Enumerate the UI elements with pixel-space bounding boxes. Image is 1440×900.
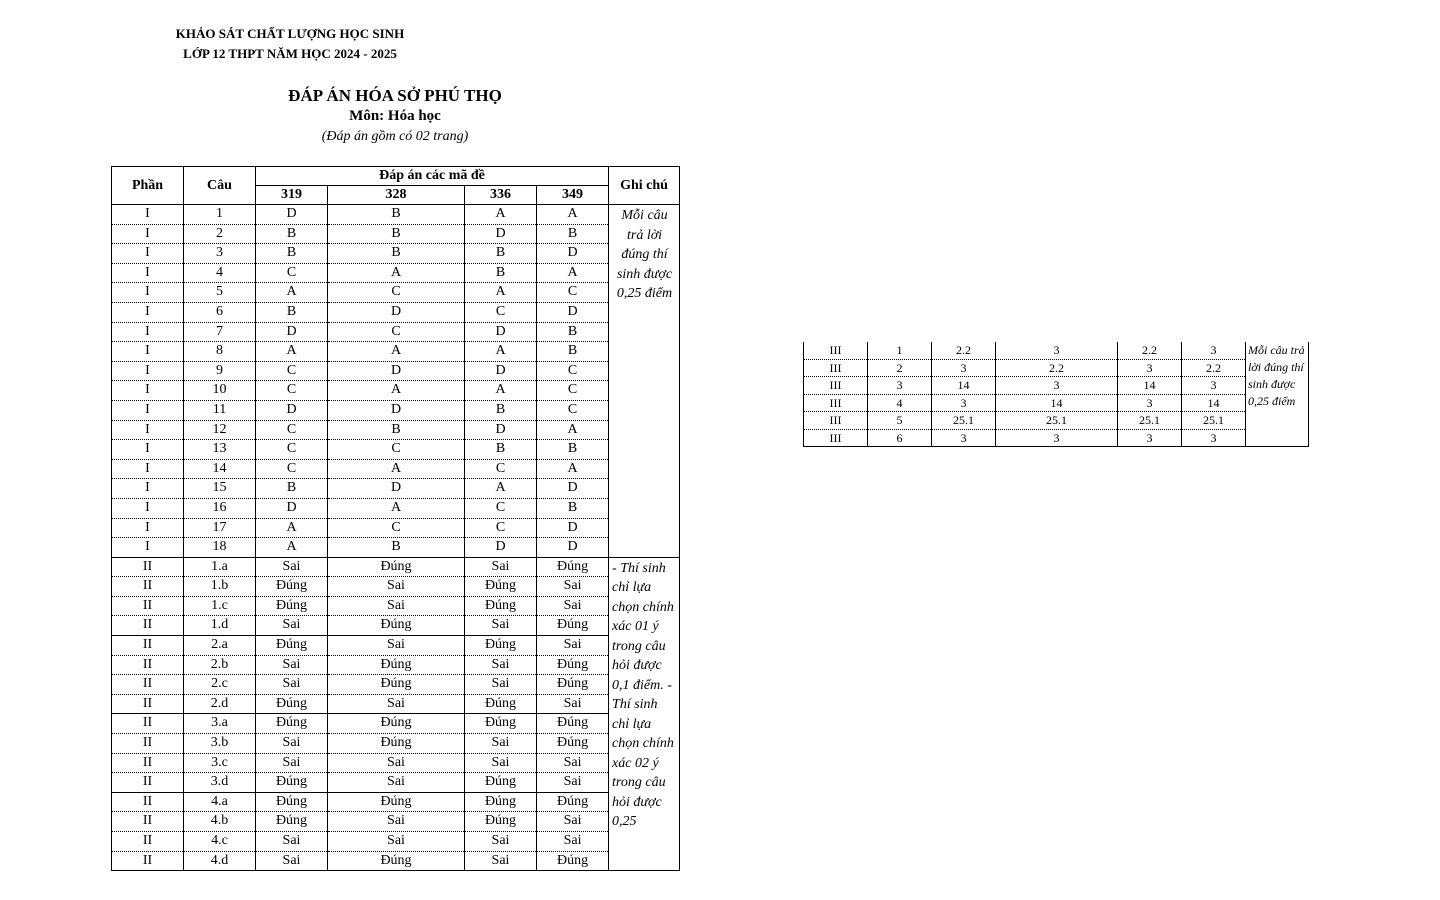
cell-phan: II [112,734,184,754]
cell-answer: 14 [1182,394,1246,412]
cell-answer: 3 [932,359,996,377]
cell-answer: B [537,440,609,460]
cell-answer: D [328,302,465,322]
cell-answer: Đúng [537,734,609,754]
cell-answer: C [256,381,328,401]
header-phan: Phần [112,167,184,205]
cell-cau: 1 [868,342,932,359]
cell-cau: 3.c [184,753,256,773]
cell-phan: I [112,440,184,460]
cell-answer: D [537,518,609,538]
cell-phan: I [112,263,184,283]
cell-phan: I [112,361,184,381]
cell-phan: II [112,792,184,812]
cell-answer: Đúng [465,694,537,714]
cell-answer: C [328,440,465,460]
cell-cau: 5 [868,412,932,430]
cell-answer: B [328,420,465,440]
cell-answer: A [537,205,609,225]
page-count-note: (Đáp án gồm có 02 trang) [321,129,469,144]
cell-answer: Sai [465,557,537,577]
exam-name-line1: KHẢO SÁT CHẤT LƯỢNG HỌC SINH [175,26,405,41]
cell-answer: Đúng [465,792,537,812]
cell-phan: II [112,557,184,577]
cell-answer: Sai [328,694,465,714]
cell-answer: Sai [328,577,465,597]
cell-answer: 14 [1118,377,1182,395]
table-row [112,773,680,793]
cell-answer: Đúng [328,851,465,871]
cell-answer: C [328,283,465,303]
cell-answer: A [328,381,465,401]
cell-cau: 1 [184,205,256,225]
cell-answer: 3 [1118,359,1182,377]
cell-cau: 3.a [184,714,256,734]
cell-phan: I [112,518,184,538]
header-code: 349 [537,186,609,205]
cell-answer: Sai [537,753,609,773]
cell-answer: B [537,224,609,244]
cell-answer: A [537,420,609,440]
cell-answer: Sai [537,596,609,616]
cell-answer: Sai [537,832,609,852]
header-ghi-chu: Ghi chú [609,167,680,205]
table-row [112,753,680,773]
cell-answer: 3 [932,429,996,447]
cell-answer: 3 [1182,377,1246,395]
cell-phan: III [804,412,868,430]
cell-answer: A [256,538,328,558]
cell-phan: II [112,851,184,871]
cell-phan: II [112,773,184,793]
cell-answer: Sai [537,812,609,832]
cell-answer: 14 [932,377,996,395]
cell-answer: B [256,479,328,499]
cell-answer: Đúng [537,557,609,577]
exam-name-line2: LỚP 12 THPT NĂM HỌC 2024 - 2025 [183,46,397,61]
table-row [112,283,680,303]
cell-answer: C [256,420,328,440]
cell-answer: A [256,518,328,538]
table-row [112,792,680,812]
cell-answer: Sai [328,832,465,852]
cell-cau: 1.d [184,616,256,636]
cell-cau: 12 [184,420,256,440]
table-row [112,342,680,362]
cell-cau: 2.c [184,675,256,695]
cell-answer: C [328,322,465,342]
cell-phan: II [112,655,184,675]
cell-answer: Sai [537,577,609,597]
cell-cau: 13 [184,440,256,460]
cell-cau: 16 [184,498,256,518]
cell-answer: A [537,459,609,479]
header-code: 336 [465,186,537,205]
cell-answer: D [465,224,537,244]
cell-answer: Đúng [465,636,537,656]
cell-cau: 18 [184,538,256,558]
cell-answer: A [465,205,537,225]
cell-answer: Sai [256,675,328,695]
cell-phan: II [112,577,184,597]
cell-answer: C [256,361,328,381]
cell-phan: I [112,498,184,518]
cell-answer: 3 [996,429,1118,447]
cell-answer: 3 [1118,394,1182,412]
cell-answer: Sai [328,596,465,616]
cell-answer: Đúng [465,577,537,597]
cell-answer: 25.1 [932,412,996,430]
cell-answer: 3 [1182,342,1246,359]
cell-answer: D [465,420,537,440]
cell-answer: Đúng [256,694,328,714]
cell-answer: Đúng [465,596,537,616]
cell-phan: I [112,205,184,225]
cell-answer: A [328,342,465,362]
table-row [112,479,680,499]
cell-answer: Sai [465,675,537,695]
cell-answer: 3 [996,342,1118,359]
table-row [804,429,1309,447]
cell-answer: B [465,440,537,460]
header-code: 319 [256,186,328,205]
cell-answer: Sai [328,812,465,832]
cell-answer: Đúng [537,655,609,675]
cell-answer: 3 [932,394,996,412]
cell-answer: 3 [996,377,1118,395]
cell-phan: I [112,459,184,479]
table-row [112,557,680,577]
cell-cau: 4.a [184,792,256,812]
cell-answer: D [465,361,537,381]
cell-answer: B [256,244,328,264]
table-row [112,636,680,656]
cell-phan: II [112,812,184,832]
cell-answer: A [465,342,537,362]
cell-answer: D [537,479,609,499]
cell-cau: 2.d [184,694,256,714]
cell-answer: Sai [537,773,609,793]
cell-answer: Sai [256,832,328,852]
cell-answer: Sai [328,773,465,793]
cell-cau: 10 [184,381,256,401]
cell-answer: B [256,224,328,244]
cell-answer: C [465,518,537,538]
cell-answer: 25.1 [1182,412,1246,430]
cell-answer: D [328,361,465,381]
cell-answer: Sai [537,636,609,656]
cell-answer: Đúng [328,792,465,812]
cell-phan: I [112,224,184,244]
cell-phan: II [112,596,184,616]
cell-cau: 3 [868,377,932,395]
cell-cau: 15 [184,479,256,499]
cell-answer: A [256,342,328,362]
cell-cau: 4.b [184,812,256,832]
cell-cau: 4.c [184,832,256,852]
cell-answer: B [328,538,465,558]
cell-answer: C [256,459,328,479]
cell-answer: Đúng [328,557,465,577]
cell-answer: Sai [256,616,328,636]
cell-answer: A [328,498,465,518]
cell-answer: Đúng [256,577,328,597]
cell-answer: 2.2 [996,359,1118,377]
table-row [804,412,1309,430]
cell-phan: I [112,538,184,558]
cell-phan: III [804,359,868,377]
cell-answer: Đúng [537,675,609,695]
cell-answer: 25.1 [996,412,1118,430]
table-row [112,734,680,754]
cell-answer: C [328,518,465,538]
cell-answer: C [465,302,537,322]
cell-phan: I [112,322,184,342]
cell-phan: III [804,429,868,447]
cell-answer: D [328,479,465,499]
cell-answer: Sai [256,734,328,754]
table-row [112,832,680,852]
part3-table [803,342,1309,447]
cell-answer: Đúng [328,734,465,754]
table-row [112,459,680,479]
cell-answer: Sai [465,734,537,754]
cell-answer: 3 [1118,429,1182,447]
cell-answer: Sai [465,655,537,675]
cell-cau: 1.c [184,596,256,616]
cell-phan: I [112,400,184,420]
cell-phan: III [804,377,868,395]
cell-cau: 14 [184,459,256,479]
table-row [804,377,1309,395]
cell-phan: I [112,420,184,440]
cell-phan: I [112,302,184,322]
cell-answer: 2.2 [932,342,996,359]
cell-answer: C [537,381,609,401]
cell-cau: 2 [184,224,256,244]
cell-answer: Đúng [465,773,537,793]
cell-answer: Đúng [256,596,328,616]
cell-cau: 7 [184,322,256,342]
table-row [112,420,680,440]
cell-answer: D [256,322,328,342]
cell-phan: I [112,244,184,264]
cell-cau: 5 [184,283,256,303]
table-row [112,440,680,460]
table-row [804,359,1309,377]
cell-answer: D [537,244,609,264]
table-row [112,675,680,695]
cell-cau: 1.b [184,577,256,597]
cell-answer: A [537,263,609,283]
cell-cau: 2 [868,359,932,377]
cell-answer: Đúng [256,812,328,832]
cell-answer: B [256,302,328,322]
page-title: ĐÁP ÁN HÓA SỞ PHÚ THỌ [288,86,502,105]
cell-answer: 3 [1182,429,1246,447]
table-row [112,694,680,714]
cell-answer: B [328,244,465,264]
table-row [804,394,1309,412]
cell-answer: A [328,459,465,479]
cell-answer: C [256,263,328,283]
cell-answer: Đúng [537,792,609,812]
table-row [112,498,680,518]
cell-answer: C [537,361,609,381]
cell-answer: Sai [465,753,537,773]
cell-cau: 2.a [184,636,256,656]
cell-answer: Sai [465,832,537,852]
cell-answer: D [537,538,609,558]
cell-answer: Đúng [537,714,609,734]
table-row [112,596,680,616]
cell-phan: II [112,636,184,656]
cell-cau: 1.a [184,557,256,577]
cell-cau: 17 [184,518,256,538]
header-cau: Câu [184,167,256,205]
cell-answer: D [537,302,609,322]
cell-answer: Đúng [328,655,465,675]
cell-answer: 2.2 [1182,359,1246,377]
cell-answer: D [256,400,328,420]
cell-answer: Đúng [256,636,328,656]
cell-answer: C [537,283,609,303]
table-row [112,244,680,264]
cell-answer: 2.2 [1118,342,1182,359]
cell-cau: 3.d [184,773,256,793]
cell-phan: I [112,479,184,499]
cell-answer: D [465,322,537,342]
cell-answer: Đúng [328,675,465,695]
note-part2: - Thí sinh chỉ lựa chọn chính xác 01 ý trong câu hỏi được 0,1 điểm. - Thí sinh chỉ lựa chọn chính xác 02 ý trong câu hỏi được 0,25 [609,557,680,871]
cell-cau: 4 [184,263,256,283]
cell-answer: Đúng [256,792,328,812]
cell-cau: 6 [184,302,256,322]
cell-answer: Sai [256,753,328,773]
cell-answer: B [537,322,609,342]
cell-answer: A [465,381,537,401]
cell-answer: D [256,498,328,518]
cell-phan: III [804,342,868,359]
cell-answer: B [328,205,465,225]
header-codes-group: Đáp án các mã đề [256,167,609,186]
cell-answer: Sai [465,616,537,636]
cell-cau: 6 [868,429,932,447]
table-row [112,518,680,538]
table-row [112,655,680,675]
table-row [112,851,680,871]
cell-answer: B [465,244,537,264]
cell-cau: 9 [184,361,256,381]
cell-answer: 25.1 [1118,412,1182,430]
cell-answer: Sai [256,851,328,871]
table-row [112,302,680,322]
cell-answer: C [465,459,537,479]
cell-phan: I [112,381,184,401]
cell-answer: B [328,224,465,244]
table-row [112,812,680,832]
cell-answer: Đúng [328,714,465,734]
cell-answer: D [465,538,537,558]
cell-answer: Đúng [256,773,328,793]
cell-answer: Đúng [465,812,537,832]
cell-answer: D [328,400,465,420]
note-part1: Mỗi câu trả lời đúng thí sinh được 0,25 điểm [609,205,680,558]
table-row [112,616,680,636]
header-code: 328 [328,186,465,205]
cell-answer: D [256,205,328,225]
cell-phan: I [112,283,184,303]
cell-phan: II [112,714,184,734]
cell-phan: II [112,832,184,852]
cell-answer: Sai [328,636,465,656]
cell-answer: C [537,400,609,420]
subject-line: Môn: Hóa học [349,108,441,124]
cell-answer: A [465,283,537,303]
cell-phan: II [112,675,184,695]
cell-answer: Đúng [256,714,328,734]
cell-phan: I [112,342,184,362]
cell-cau: 3.b [184,734,256,754]
table-row [112,263,680,283]
table-row [112,538,680,558]
cell-cau: 11 [184,400,256,420]
cell-answer: C [465,498,537,518]
cell-answer: Sai [256,655,328,675]
cell-answer: Sai [537,694,609,714]
cell-answer: B [537,498,609,518]
table-row [112,400,680,420]
cell-phan: II [112,616,184,636]
cell-answer: Sai [256,557,328,577]
cell-answer: Đúng [537,616,609,636]
note-part3: Mỗi câu trả lời đúng thí sinh được 0,25 điểm [1246,342,1309,447]
table-row [112,224,680,244]
cell-answer: Đúng [328,616,465,636]
answer-key-table [111,166,680,871]
table-row [112,577,680,597]
cell-answer: B [465,400,537,420]
cell-phan: II [112,694,184,714]
cell-cau: 8 [184,342,256,362]
table-row [112,381,680,401]
cell-answer: 14 [996,394,1118,412]
cell-cau: 2.b [184,655,256,675]
cell-phan: II [112,753,184,773]
table-row [112,205,680,225]
cell-answer: B [465,263,537,283]
cell-answer: Đúng [465,714,537,734]
cell-answer: Sai [465,851,537,871]
cell-answer: A [465,479,537,499]
cell-answer: B [537,342,609,362]
table-row [804,342,1309,359]
table-row [112,361,680,381]
cell-answer: Sai [328,753,465,773]
cell-phan: III [804,394,868,412]
table-row [112,714,680,734]
cell-cau: 3 [184,244,256,264]
table-row [112,322,680,342]
cell-answer: A [256,283,328,303]
cell-answer: C [256,440,328,460]
cell-cau: 4 [868,394,932,412]
cell-answer: Đúng [537,851,609,871]
cell-answer: A [328,263,465,283]
cell-cau: 4.d [184,851,256,871]
